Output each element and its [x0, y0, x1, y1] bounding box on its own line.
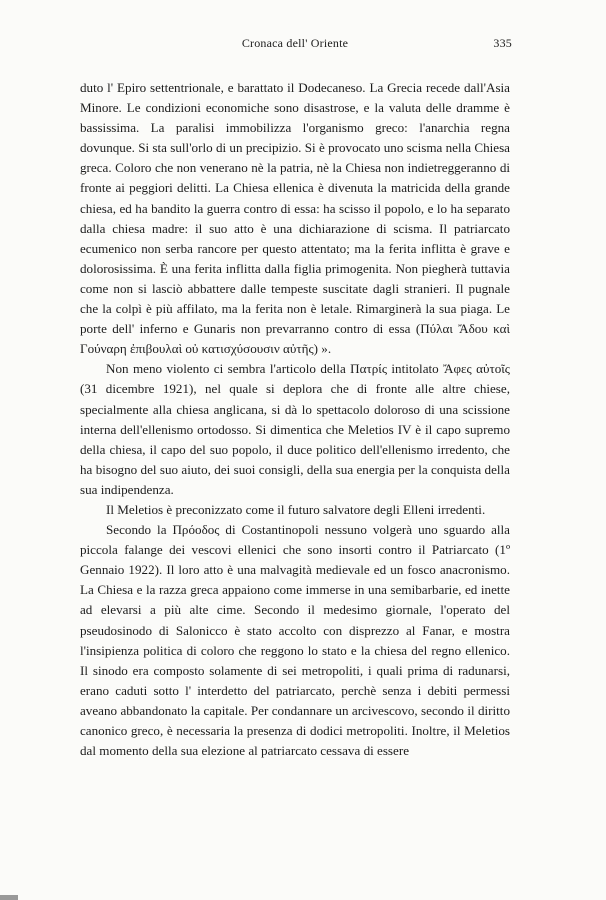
- running-title: Cronaca dell' Oriente: [241, 36, 349, 50]
- paragraph: duto l' Epiro settentrionale, e barattato il Dodecaneso. La Grecia recede dall'Asia Minore. Le condizioni economiche sono disastrose, e la valuta delle dramme è bassissima. La paralisi immobilizza l'organismo greco: l'anarchia regna dovunque. Si sta sull'orlo di un precipizio. Si è provocato uno scisma nella Chiesa greca. Coloro che non venerano nè la patria, nè la Chiesa non indietreggeranno di fronte ai peggiori delitti. La Chiesa ellenica è divenuta la matricida della grande chiesa, ed ha bandito la guerra contro di essa: ha scisso il popolo, e lo ha separato dalla chiesa madre: il suo atto è una dichiarazione di scisma. Il patriarcato ecumenico non serba rancore per questo attentato; ma la ferita inflitta è grave e dolorosissima. È una ferita inflitta dalla figlia primogenita. Non piegherà tuttavia come non si lasciò abbattere dalle tempeste suscitate dagli stranieri. Il pugnale che la colpì è più affilato, ma la ferita non è letale. Rimarginerà la sua piaga. Le porte dell' inferno e Gunaris non prevarranno contro di essa (Πύλαι Ἄδου καὶ Γούναρη ἐπιβουλαὶ οὐ κατισχύσουσιν αὐτῆς) ».: [80, 80, 510, 357]
- page-number: 335: [493, 36, 512, 50]
- paragraph: Non meno violento ci sembra l'articolo della Πατρίς intitolato Ἄφες αὐτοῖς (31 dicembre 1921), nel quale si deplora che di fronte alle altre chiese, specialmente alla chiesa anglicana, si dà lo spettacolo doloroso di una scissione interna dell'ellenismo ortodosso. Si dimentica che Meletios IV è il capo supremo della chiesa, il capo del suo popolo, il duce politico dell'ellenismo irredento, che ha bisogno del suo aiuto, dei suoi consigli, della sua energia per la conquista della sua indipendenza.: [80, 361, 510, 497]
- body-text: [80, 78, 510, 761]
- paragraph: Secondo la Πρόοδος di Costantinopoli nessuno volgerà uno sguardo alla piccola falange dei vescovi ellenici che sono insorti contro il Patriarcato (1º Gennaio 1922). Il loro atto è una malvagità medievale ed un fosco anacronismo. La Chiesa e la razza greca appaiono come immerse in una semibarbarie, ed inette ad elevarsi a più alte cime. Secondo il medesimo giornale, l'operato del pseudosinodo di Salonicco è stato accolto con disprezzo al Fanar, e mostra l'insipienza politica di coloro che reggono lo stato e la chiesa del regno ellenico. Il sinodo era composto solamente di sei metropoliti, i quali prima di radunarsi, erano caduti sotto l' interdetto del patriarcato, perchè senza i debiti permessi aveano abbandonato la capitale. Per condannare un arcivescovo, secondo il diritto canonico greco, è necessaria la presenza di dodici metropoliti. Inoltre, il Meletios dal momento della sua elezione al patriarcato cessava di essere: [80, 522, 510, 759]
- scan-edge-mark: [0, 895, 18, 900]
- paragraph: Il Meletios è preconizzato come il futuro salvatore degli Elleni irredenti.: [106, 501, 486, 517]
